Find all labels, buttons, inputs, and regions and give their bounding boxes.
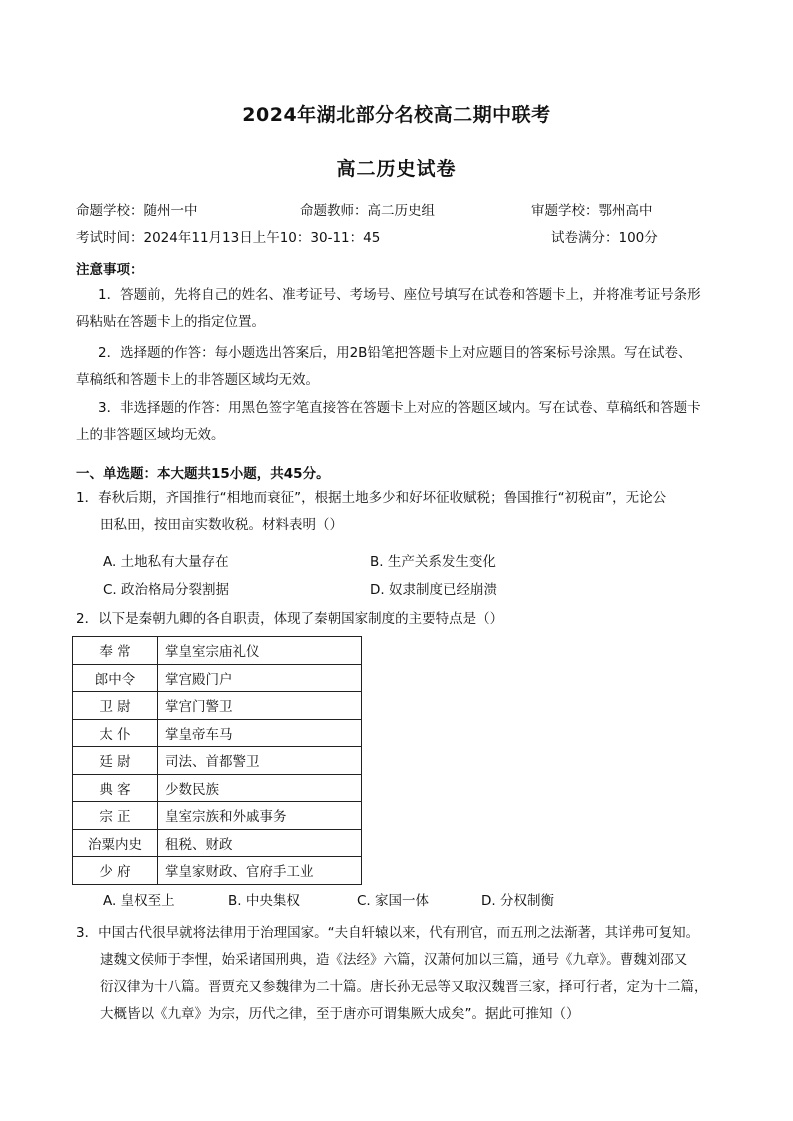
exam-time: 考试时间：2024年11月13日上午10：30-11：45: [76, 230, 381, 246]
minister-title: 太 仆: [73, 719, 158, 747]
table-row: [73, 857, 362, 885]
minister-duty: 掌皇室宗庙礼仪: [158, 637, 362, 665]
section-heading: 一、单选题：本大题共15小题，共45分。: [76, 466, 330, 482]
setter-school: 命题学校：随州一中: [76, 203, 198, 219]
notice-item-3-line2: 上的非答题区域均无效。: [76, 427, 225, 443]
reviewer-school: 审题学校：鄂州高中: [531, 203, 653, 219]
minister-duty: 租税、财政: [158, 829, 362, 857]
minister-duty: 司法、首都警卫: [158, 747, 362, 775]
question-1-option-c: C. 政治格局分裂割据: [103, 582, 230, 598]
minister-title: 廷 尉: [73, 747, 158, 775]
question-1-line2: 田私田，按田亩实数收税。材料表明（）: [100, 517, 343, 533]
minister-duty: 掌宫门警卫: [158, 692, 362, 720]
question-3-stem: [76, 920, 721, 1028]
notice-item-1-line1: 1．答题前，先将自己的姓名、准考证号、考场号、座位号填写在试卷和答题卡上，并将准考证号条形: [98, 287, 701, 303]
notice-item-1: [76, 282, 716, 336]
minister-duty: 掌皇家财政、官府手工业: [158, 857, 362, 885]
question-3-line2: 逮魏文侯师于李悝，始采诸国刑典，造《法经》六篇，汉萧何加以三篇，通号《九章》。曹魏刘邵又: [100, 952, 688, 968]
setter-teacher: 命题教师：高二历史组: [300, 203, 435, 219]
minister-title: 郎中令: [73, 664, 158, 692]
question-2-option-a: A. 皇权至上: [103, 893, 175, 909]
question-3-line1: 3．中国古代很早就将法律用于治理国家。“夫自轩辕以来，代有刑官，而五刑之法渐著，其详弗可复知。: [76, 925, 700, 941]
table-row: [73, 747, 362, 775]
minister-title: 奉 常: [73, 637, 158, 665]
table-row: [73, 774, 362, 802]
question-1-option-b: B. 生产关系发生变化: [370, 554, 496, 570]
question-3-line3: 衍汉律为十八篇。晋贾充又参魏律为二十篇。唐长孙无忌等又取汉魏晋三家，择可行者，定为十二篇，: [100, 979, 708, 995]
question-1-option-d: D. 奴隶制度已经崩溃: [370, 582, 497, 598]
full-score: 试卷满分：100分: [551, 230, 658, 246]
notice-heading: 注意事项：: [76, 262, 144, 278]
question-2-stem: 2．以下是秦朝九卿的各自职责，体现了秦朝国家制度的主要特点是（）: [76, 611, 504, 627]
question-2-option-d: D. 分权制衡: [481, 893, 554, 909]
notice-item-2-line1: 2．选择题的作答：每小题选出答案后，用2B铅笔把答题卡上对应题目的答案标号涂黑。写在试卷、: [98, 345, 692, 361]
table-row: [73, 829, 362, 857]
nine-ministers-table: [72, 636, 362, 885]
notice-item-1-line2: 码粘贴在答题卡上的指定位置。: [76, 314, 265, 330]
question-3-line4: 大概皆以《九章》为宗，历代之律，至于唐亦可谓集厥大成矣”。据此可推知（）: [100, 1006, 580, 1022]
exam-subtitle: 高二历史试卷: [336, 158, 457, 180]
question-2-option-b: B. 中央集权: [228, 893, 300, 909]
minister-duty: 掌皇帝车马: [158, 719, 362, 747]
table-row: [73, 637, 362, 665]
table-row: [73, 802, 362, 830]
minister-title: 卫 尉: [73, 692, 158, 720]
question-1-stem: [76, 485, 721, 539]
minister-duty: 少数民族: [158, 774, 362, 802]
notice-item-2-line2: 草稿纸和答题卡上的非答题区域均无效。: [76, 372, 319, 388]
minister-duty: 掌宫殿门户: [158, 664, 362, 692]
exam-title: 2024年湖北部分名校高二期中联考: [242, 104, 551, 126]
table-row: [73, 719, 362, 747]
notice-item-3-line1: 3．非选择题的作答：用黑色签字笔直接答在答题卡上对应的答题区域内。写在试卷、草稿纸和答题卡: [98, 400, 701, 416]
table-row: [73, 664, 362, 692]
question-1-line1: 1．春秋后期，齐国推行“相地而衰征”，根据土地多少和好坏征收赋税；鲁国推行“初税亩”，无论公: [76, 490, 667, 506]
notice-item-3: [76, 395, 716, 449]
minister-title: 治粟内史: [73, 829, 158, 857]
question-1-option-a: A. 土地私有大量存在: [103, 554, 229, 570]
minister-title: 宗 正: [73, 802, 158, 830]
minister-title: 典 客: [73, 774, 158, 802]
minister-duty: 皇室宗族和外戚事务: [158, 802, 362, 830]
minister-title: 少 府: [73, 857, 158, 885]
table-row: [73, 692, 362, 720]
question-2-option-c: C. 家国一体: [357, 893, 430, 909]
notice-item-2: [76, 340, 716, 394]
